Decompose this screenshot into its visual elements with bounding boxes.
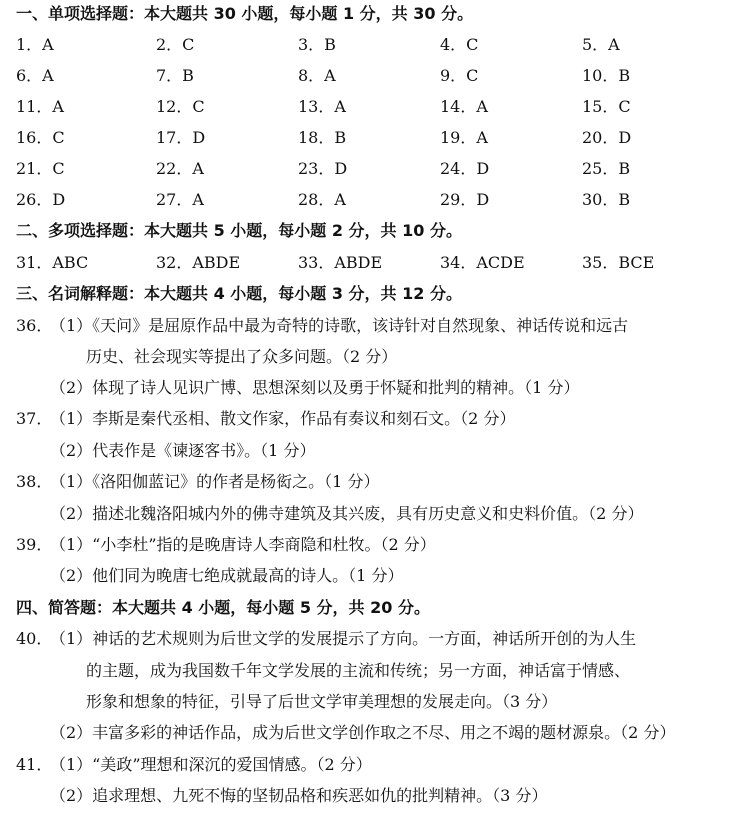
answer-text: （2）描述北魏洛阳城内外的佛寺建筑及其兴废，具有历史意义和史料价值。（2 分） (50, 504, 644, 523)
section-heading-short-answer: 四、简答题：本大题共 4 小题，每小题 5 分，共 20 分。 (16, 598, 430, 617)
answer-item: 18．B (298, 128, 347, 147)
answer-item: 1．A (16, 35, 54, 54)
answer-item: 24．D (440, 159, 490, 178)
answer-item: 21．C (16, 159, 65, 178)
answer-item: 28．A (298, 190, 346, 209)
answer-item: 30．B (582, 190, 631, 209)
answer-text: （2）代表作是《谏逐客书》。（1 分） (50, 441, 316, 460)
answer-item: 3．B (298, 35, 336, 54)
answer-item: 15．C (582, 97, 631, 116)
answer-text: 历史、社会现实等提出了众多问题。（2 分） (86, 347, 398, 366)
answer-text: 形象和想象的特征，引导了后世文学审美理想的发展走向。（3 分） (86, 692, 558, 711)
answer-item: 31．ABC (16, 253, 89, 272)
answer-item: 10．B (582, 66, 631, 85)
question-number: 41． (16, 755, 53, 774)
question-number: 39． (16, 535, 53, 554)
answer-item: 5．A (582, 35, 620, 54)
answer-item: 25．B (582, 159, 631, 178)
answer-item: 8．A (298, 66, 336, 85)
answer-text: 的主题，成为我国数千年文学发展的主流和传统；另一方面，神话富于情感、 (86, 661, 631, 680)
answer-item: 7．B (156, 66, 194, 85)
section-heading-single-choice: 一、单项选择题：本大题共 30 小题，每小题 1 分，共 30 分。 (16, 4, 474, 23)
answer-item: 34．ACDE (440, 253, 525, 272)
section-heading-term-explanation: 三、名词解释题：本大题共 4 小题，每小题 3 分，共 12 分。 (16, 284, 462, 303)
answer-item: 29．D (440, 190, 490, 209)
answer-row (16, 190, 736, 210)
answer-item: 19．A (440, 128, 488, 147)
answer-text: （1）“美政”理想和深沉的爱国情感。（2 分） (50, 755, 372, 774)
question-number: 37． (16, 409, 53, 428)
answer-text: （1）《天问》是屈原作品中最为奇特的诗歌，该诗针对自然现象、神话传说和远古 (50, 316, 629, 335)
answer-text: （1）《洛阳伽蓝记》的作者是杨衒之。（1 分） (50, 472, 380, 491)
question-number: 40． (16, 629, 53, 648)
answer-text: （2）他们同为晚唐七绝成就最高的诗人。（1 分） (50, 566, 404, 585)
answer-item: 22．A (156, 159, 204, 178)
answer-item: 32．ABDE (156, 253, 241, 272)
answer-row (16, 128, 736, 148)
answer-text: （1）李斯是秦代丞相、散文作家，作品有奏议和刻石文。（2 分） (50, 409, 516, 428)
answer-item: 33．ABDE (298, 253, 383, 272)
question-number: 36． (16, 316, 53, 335)
answer-item: 26．D (16, 190, 66, 209)
answer-item: 35．BCE (582, 253, 655, 272)
answer-item: 13．A (298, 97, 346, 116)
answer-item: 11．A (16, 97, 64, 116)
answer-item: 6．A (16, 66, 54, 85)
answer-row (16, 66, 736, 86)
answer-text: （2）丰富多彩的神话作品，成为后世文学创作取之不尽、用之不竭的题材源泉。（2 分） (50, 723, 676, 742)
answer-row (16, 159, 736, 179)
answer-text: （1）神话的艺术规则为后世文学的发展提示了方向。一方面，神话所开创的为人生 (50, 629, 637, 648)
answer-row (16, 97, 736, 117)
answer-item: 16．C (16, 128, 65, 147)
answer-text: （2）体现了诗人见识广博、思想深刻以及勇于怀疑和批判的精神。（1 分） (50, 378, 580, 397)
answer-item: 4．C (440, 35, 479, 54)
answer-item: 20．D (582, 128, 632, 147)
answer-row (16, 35, 736, 55)
answer-text: （2）追求理想、九死不悔的坚韧品格和疾恶如仇的批判精神。（3 分） (50, 786, 548, 805)
answer-item: 14．A (440, 97, 488, 116)
answer-item: 27．A (156, 190, 204, 209)
answer-item: 17．D (156, 128, 206, 147)
answer-row (16, 253, 736, 273)
answer-item: 23．D (298, 159, 348, 178)
section-heading-multi-choice: 二、多项选择题：本大题共 5 小题，每小题 2 分，共 10 分。 (16, 221, 462, 240)
answer-item: 12．C (156, 97, 205, 116)
answer-item: 2．C (156, 35, 195, 54)
question-number: 38． (16, 472, 53, 491)
answer-item: 9．C (440, 66, 479, 85)
answer-text: （1）“小李杜”指的是晚唐诗人李商隐和杜牧。（2 分） (50, 535, 436, 554)
